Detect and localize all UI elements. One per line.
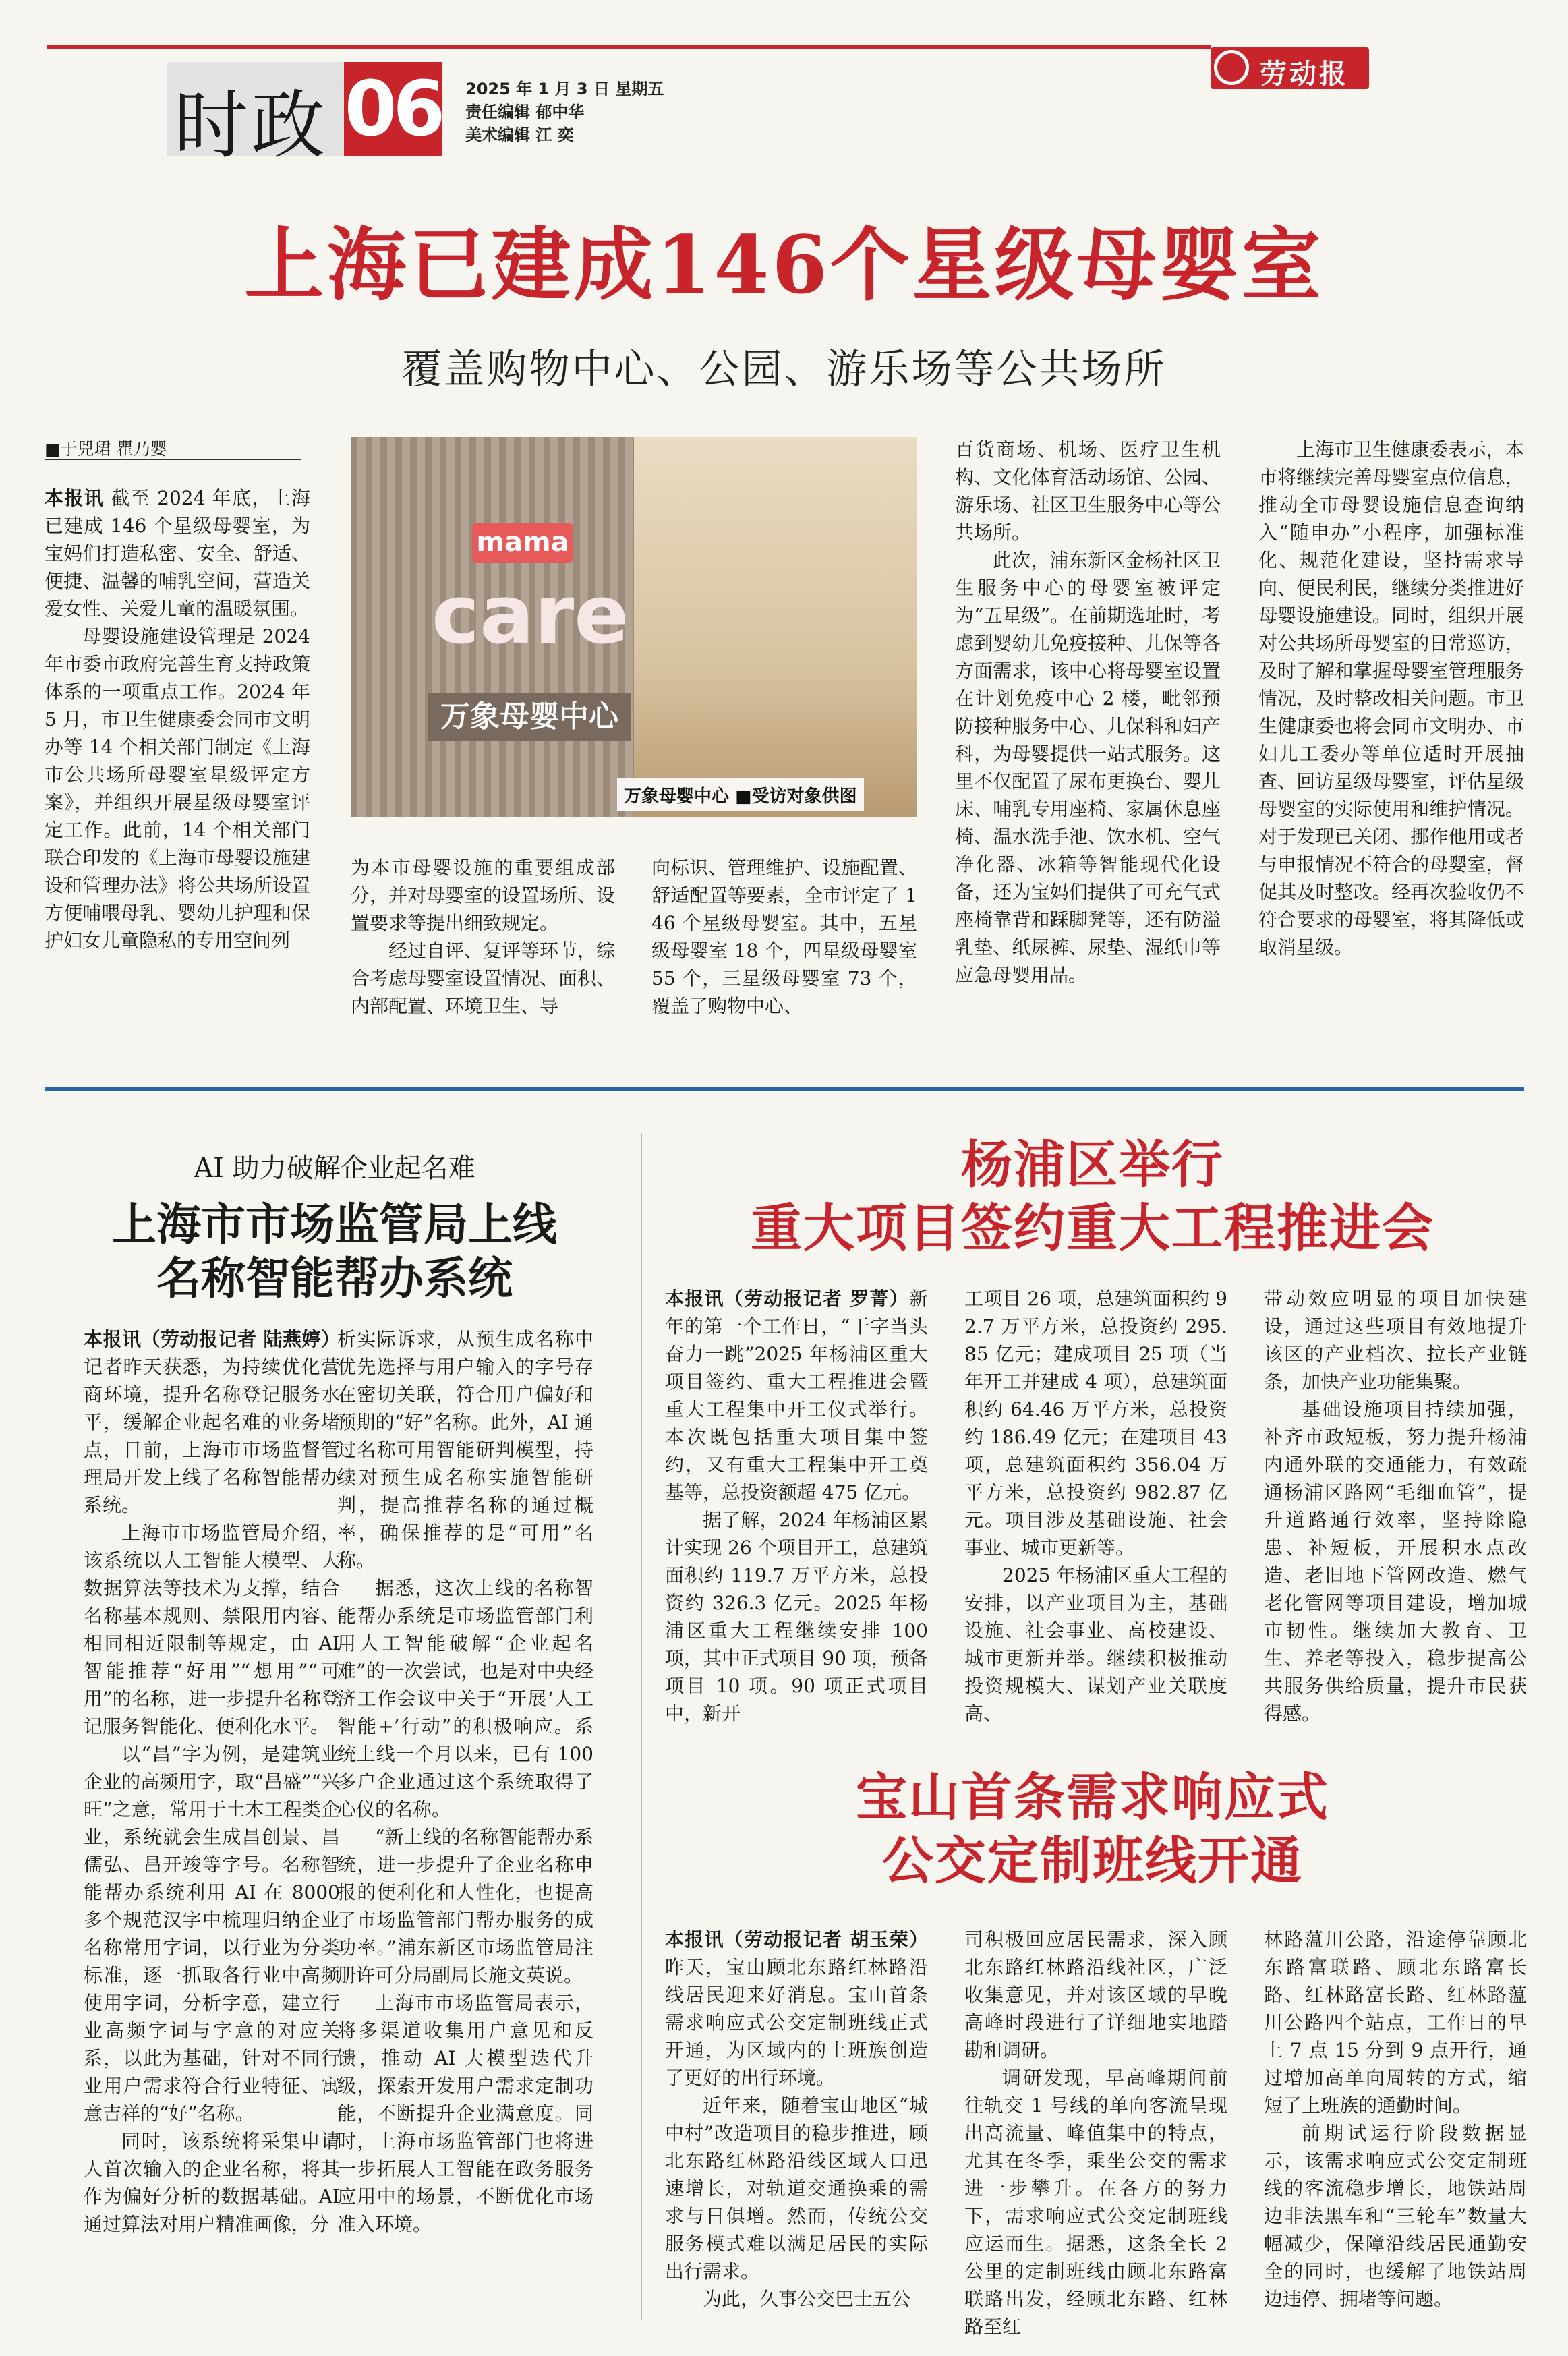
paragraph: 为此，久事公交巴士五公 xyxy=(703,2288,911,2310)
paragraph: 本报讯（劳动报记者 罗菁）新年的第一个工作日，“干字当头 奋力一跳”2025 年杨浦区重大项目签约、重大工程推进会暨重大工程集中开工仪式举行。本次既包括重大项目集中签约，又有重大工程集中开工奠基等，总投资额超 475 亿元。 xyxy=(665,1288,928,1503)
paragraph: 前期试运行阶段数据显示，该需求响应式公交定制班线的客流稳步增长，地铁站周边非法黑车和“三轮车”数量大幅减少，保障沿线居民通勤安全的同时，也缓解了地铁站周边违停、拥堵等问题。 xyxy=(1264,2122,1527,2310)
lead-col-1 xyxy=(45,484,310,954)
paragraph: 据了解，2024 年杨浦区累计实现 26 个项目开工，总建筑面积约 119.7 万平方米，总投资约 326.3 亿元。2025 年杨浦区重大工程继续安排 100 项，其中正式项目 90 项，预备项目 10 项。90 项正式项目中，新开 xyxy=(665,1509,928,1725)
column-divider xyxy=(641,1133,642,2320)
paragraph: 本报讯（劳动报记者 胡玉荣）昨天，宝山顾北东路红林路沿线居民迎来好消息。宝山首条需求响应式公交定制班线正式开通，为区域内的上班族创造了更好的出行环境。 xyxy=(665,1928,928,2089)
lead-tag: 本报讯（劳动报记者 胡玉荣） xyxy=(665,1928,928,1951)
photo-sign-care: care xyxy=(432,569,629,662)
paragraph: 为本市母婴设施的重要组成部分，并对母婴室的设置场所、设置要求等提出细致规定。 xyxy=(351,857,616,934)
paragraph: 上海市卫生健康委表示，本市将继续完善母婴室点位信息，推动全市母婴设施信息查询纳入“随申办”小程序，加强标准化、规范化建设，坚持需求导向、便民利民，继续分类推进好母婴设施建设。同时，组织开展对公共场所母婴室的日常巡访，及时了解和掌握母婴室管理服务情况，及时整改相关问题。市卫生健康委也将会同市文明办、市妇儿工委办等单位适时开展抽查、回访星级母婴室，评估星级母婴室的实际使用和维护情况。对于发现已关闭、挪作他用或者与申报情况不符合的母婴室，督促其及时整改。经再次验收仍不符合要求的母婴室，将其降低或取消星级。 xyxy=(1258,438,1524,958)
paragraph: 据悉，这次上线的名称智能帮办系统是市场监管部门利用人工智能破解“企业起名难”的一次尝试，也是对中央经济工作会议中关于“开展‘人工智能+’行动”的积极响应。系统上线一个月以来，已有 100 多户企业通过这个系统取得了心仪的名称。 xyxy=(337,1577,593,1820)
lead-tag: 本报讯 xyxy=(45,487,105,509)
paragraph: 析实际诉求，从预生成名称中优先选择与用户输入的字号存在密切关联，符合用户偏好和预期的“好”名称。此外，AI 通过名称可用智能研判模型，持续对预生成名称实施智能研判，提高推荐名称的通过概率，确保推荐的是“可用”名称。 xyxy=(337,1328,593,1572)
paragraph: 同时，该系统将采集申请人首次输入的企业名称，将其作为偏好分析的数据基础。AI 通过算法对用户精准画像，分 xyxy=(84,2130,340,2235)
photo-sign-mama: mama xyxy=(472,523,573,563)
paragraph: 司积极回应居民需求，深入顾北东路红林路沿线社区，广泛收集意见，并对该区域的早晚高峰时段进行了详细地实地踏勘和调研。 xyxy=(964,1928,1227,2061)
ai-col-1 xyxy=(84,1325,340,2238)
yangpu-headline-line2: 重大项目签约重大工程推进会 xyxy=(751,1198,1434,1258)
ai-headline-line1: 上海市市场监管局上线 xyxy=(112,1198,557,1251)
paragraph: 工项目 26 项，总建筑面积约 92.7 万平方米，总投资约 295.85 亿元；建成项目 25 项（当年开工并建成 4 项），总建筑面积约 64.46 万平方米，总投资约 186.49 亿元；在建项目 43 项，总建筑面积约 356.04 万平方米，总投资约 982.87 亿元。项目涉及基础设施、社会事业、城市更新等。 xyxy=(964,1288,1227,1559)
baoshan-headline-line2: 公交定制班线开通 xyxy=(882,1831,1303,1891)
baoshan-col-1 xyxy=(665,1926,928,2313)
lead-col-4 xyxy=(955,436,1221,989)
yangpu-col-3 xyxy=(1264,1285,1527,1727)
paragraph: 带动效应明显的项目加快建设，通过这些项目有效地提升该区的产业档次、拉长产业链条，加快产业功能集聚。 xyxy=(1264,1288,1527,1393)
paragraph: “新上线的名称智能帮办系统，进一步提升了企业名称申报的便利化和人性化，也提高了市场监管部门帮办服务的成功率。”浦东新区市场监管局注册许可分局副局长施文英说。 xyxy=(337,1826,593,1986)
yangpu-col-2 xyxy=(964,1285,1227,1727)
paragraph: 2025 年杨浦区重大工程的安排，以产业项目为主，基础设施、社会事业、高校建设、城市更新并举。继续积极推动投资规模大、谋划产业关联度高、 xyxy=(964,1564,1227,1725)
lead-byline: ■于兕珺 瞿乃婴 xyxy=(45,439,167,459)
paragraph: 近年来，随着宝山地区“城中村”改造项目的稳步推进，顾北东路红林路沿线区域人口迅速增长，对轨道交通换乘的需求与日俱增。然而，传统公交服务模式难以满足居民的实际出行需求。 xyxy=(665,2094,928,2282)
paragraph: 本报讯 截至 2024 年底，上海已建成 146 个星级母婴室，为宝妈们打造私密、安全、舒适、便捷、温馨的哺乳空间，营造关爱女性、关爱儿童的温暖氛围。 xyxy=(45,487,310,620)
main-subheadline: 覆盖购物中心、公园、游乐场等公共场所 xyxy=(401,346,1167,393)
paragraph: 上海市市场监管局表示，将多渠道收集用户意见和反馈，推动 AI 大模型迭代升级，探索开发用户需求定制功能，不断提升企业满意度。同时，上海市场监管部门也将进一步拓展人工智能在政务服务应用中的场景，不断优化市场准入环境。 xyxy=(337,1992,593,2235)
lead-photo xyxy=(351,437,917,817)
ai-kicker: AI 助力破解企业起名难 xyxy=(194,1153,475,1184)
date-line: 2025 年 1 月 3 日 星期五 xyxy=(465,80,664,98)
yangpu-headline-line1: 杨浦区举行 xyxy=(961,1134,1224,1195)
photo-caption: 万象母婴中心 ■受访对象供图 xyxy=(617,778,864,811)
photo-sign-centre: 万象母婴中心 xyxy=(428,693,631,741)
editor-line: 责任编辑 郁中华 xyxy=(465,103,585,121)
baoshan-col-3 xyxy=(1264,1926,1527,2313)
paragraph: 调研发现，早高峰期间前往轨交 1 号线的单向客流呈现出高流量、峰值集中的特点，尤其在冬季，乘坐公交的需求进一步攀升。在各方的努力下，需求响应式公交定制班线应运而生。据悉，这条全长 2 公里的定制班线由顾北东路富联路出发，经顾北东路、红林路至红 xyxy=(964,2067,1227,2338)
section-name: 时政 xyxy=(174,82,328,169)
lead-tag: 本报讯（劳动报记者 罗菁） xyxy=(665,1288,909,1310)
yangpu-col-1 xyxy=(665,1285,928,1727)
paragraph: 此次，浦东新区金杨社区卫生服务中心的母婴室被评定为“五星级”。在前期选址时，考虑到婴幼儿免疫接种、儿保等各方面需求，该中心将母婴室设置在计划免疫中心 2 楼，毗邻预防接种服务中心、儿保科和妇产科，为母婴提供一站式服务。这里不仅配置了尿布更换台、婴儿床、哺乳专用座椅、家属休息座椅、温水洗手池、饮水机、空气净化器、冰箱等智能现代化设备，还为宝妈们提供了可充气式座椅靠背和踩脚凳等，还有防溢乳垫、纸尿裤、尿垫、湿纸巾等应急母婴用品。 xyxy=(955,549,1221,986)
lead-col-2 xyxy=(351,854,615,1020)
paragraph: 经过自评、复评等环节，综合考虑母婴室设置情况、面积、内部配置、环境卫生、导 xyxy=(351,940,616,1017)
lead-tag: 本报讯（劳动报记者 陆燕婷） xyxy=(84,1328,340,1350)
lead-col-5 xyxy=(1258,436,1524,961)
byline-rule xyxy=(45,459,301,460)
paragraph: 向标识、管理维护、设施配置、舒适配置等要素，全市评定了 146 个星级母婴室。其中，五星级母婴室 18 个，四星级母婴室 55 个，三星级母婴室 73 个，覆盖了购物中心、 xyxy=(651,857,917,1017)
paragraph: 百货商场、机场、医疗卫生机构、文化体育活动场馆、公园、游乐场、社区卫生服务中心等公共场所。 xyxy=(955,438,1221,544)
page-number: 06 xyxy=(344,65,442,153)
paragraph: 本报讯（劳动报记者 陆燕婷）记者昨天获悉，为持续优化营商环境，提升名称登记服务水平，缓解企业起名难的业务堵点，日前，上海市市场监督管理局开发上线了名称智能帮办系统。 xyxy=(84,1328,340,1516)
baoshan-headline-line1: 宝山首条需求响应式 xyxy=(856,1767,1329,1827)
paragraph: 上海市市场监管局介绍，该系统以人工智能大模型、大数据算法等技术为支撑，结合名称基本规则、禁限用内容、相同相近限制等规定，由 AI 智能推荐“好用”“想用”“可用”的名称，进一步提升名称登记服务智能化、便利化水平。 xyxy=(84,1522,340,1737)
lead-col-3 xyxy=(651,854,917,1020)
logo-mark-icon xyxy=(1214,50,1249,85)
ai-col-2 xyxy=(337,1325,593,2238)
paragraph: 以“昌”字为例，是建筑业企业的高频用字，取“昌盛”“兴旺”之意，常用于土木工程类企业，系统就会生成昌创景、昌儒弘、昌开竣等字号。名称智能帮办系统利用 AI 在 8000 多个规范汉字中梳理归纳企业名称常用字词，以行业为分类标准，逐一抓取各行业中高频使用字词，分析字意，建立行业高频字词与字意的对应关系，以此为基础，针对不同行业用户需求符合行业特征、寓意吉祥的“好”名称。 xyxy=(84,1743,340,2125)
section-divider xyxy=(45,1087,1524,1091)
baoshan-col-2 xyxy=(964,1926,1227,2340)
top-rule xyxy=(47,45,1211,49)
art-editor-line: 美术编辑 江 奕 xyxy=(465,125,574,144)
paragraph: 基础设施项目持续加强，补齐市政短板，努力提升杨浦内通外联的交通能力，有效疏通杨浦区路网“毛细血管”，提升道路通行效率，坚持除隐患、补短板，开展积水点改造、老旧地下管网改造、燃气老化管网等项目建设，增加城市韧性。继续加大教育、卫生、养老等投入，稳步提高公共服务供给质量，提升市民获得感。 xyxy=(1264,1398,1527,1725)
paragraph: 母婴设施建设管理是 2024 年市委市政府完善生育支持政策体系的一项重点工作。2024 年 5 月，市卫生健康委会同市文明办等 14 个相关部门制定《上海市公共场所母婴室星级评定方案》，并组织开展星级母婴室评定工作。此前，14 个相关部门联合印发的《上海市母婴设施建设和管理办法》将公共场所设置方便哺喂母乳、婴幼儿护理和保护妇女儿童隐私的专用空间列 xyxy=(45,625,310,952)
logo-text: 劳动报 xyxy=(1260,58,1349,90)
main-headline: 上海已建成146个星级母婴室 xyxy=(244,218,1324,312)
ai-headline-line2: 名称智能帮办系统 xyxy=(156,1252,513,1304)
paragraph: 林路蕰川公路，沿途停靠顾北东路富联路、顾北东路富长路、红林路富长路、红林路蕰川公路四个站点，工作日的早上 7 点 15 分到 9 点开行，通过增加高单向周转的方式，缩短了上班族的通勤时间。 xyxy=(1264,1928,1527,2117)
